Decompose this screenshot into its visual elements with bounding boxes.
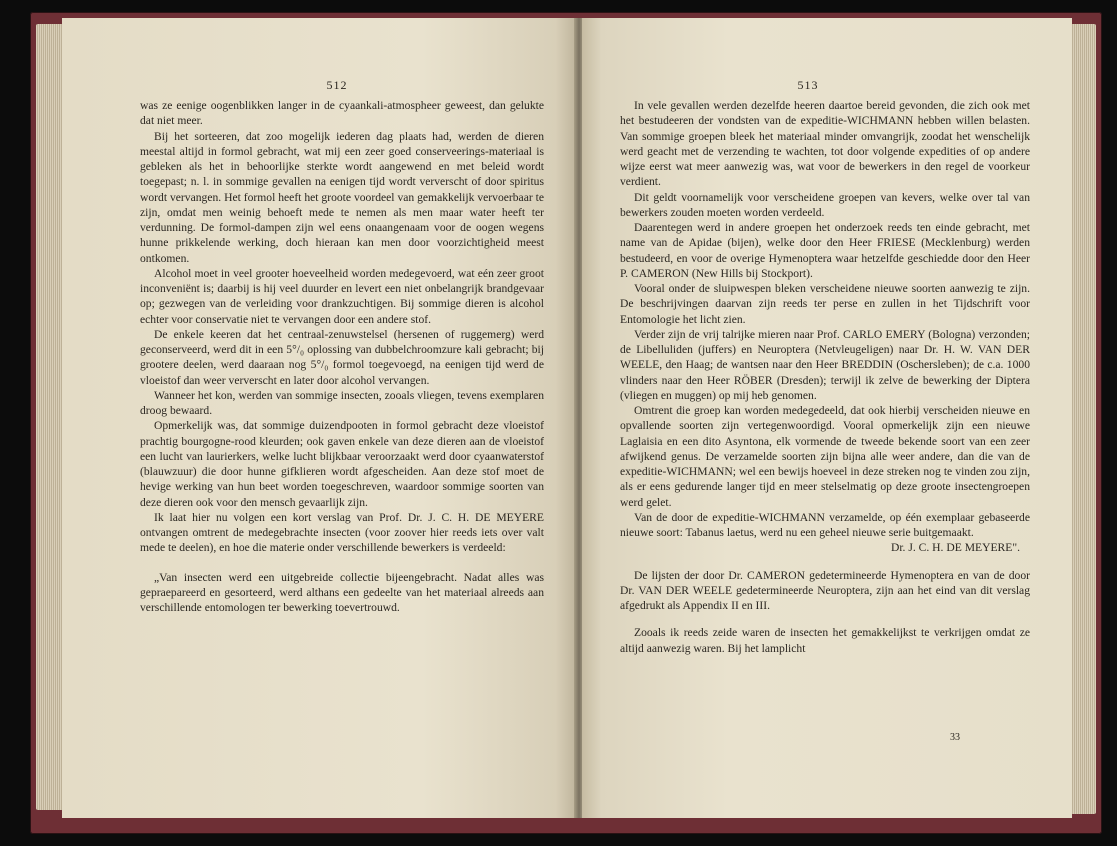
paragraph: Dit geldt voornamelijk voor verscheidene groepen van kevers, welke over tal van bewerkers zouden moeten worden verdeeld. <box>620 190 1030 219</box>
paragraph: De enkele keeren dat het centraal-zenuwstelsel (hersenen of ruggemerg) werd geconserveerd, werd dit in een 5°/₀ oplossing van dubbelchroomzure kali gebracht; bij grootere deelen, werd daaraan nog 5°/₀ formol toegevoegd, na eenigen tijd werd de vloeistof dan weer ververscht en later door alcohol vervangen. <box>140 327 544 387</box>
paragraph: Vooral onder de sluipwespen bleken verscheidene nieuwe soorten aanwezig te zijn. De beschrijvingen daarvan zijn reeds ter perse en zullen in het Tijdschrift voor Entomologie het licht zien. <box>620 282 1030 326</box>
paragraph: Omtrent die groep kan worden medegedeeld, dat ook hierbij verscheiden nieuwe en opvallende soorten zijn vertegenwoordigd. Vooral opmerkelijk zijn een nieuwe Laglaisia en een dito Asyntona, elk vormende de tweede bekende soort van een zeer afwijkend genus. De verzamelde soorten zijn bijna alle weer andere, dan die van de expeditie-WICHMANN; wel een bewijs hoeveel in deze streken nog te vinden zou zijn, als er eens gedurende langer tijd en meer stelselmatig op deze groote insectengroepen werd gelet. <box>620 404 1030 509</box>
paragraph: was ze eenige oogenblikken langer in de cyaankali-atmospheer geweest, dan gelukte dat niet meer. <box>140 99 544 128</box>
paragraph: Ik laat hier nu volgen een kort verslag van Prof. Dr. J. C. H. DE MEYERE ontvangen omtrent de medegebrachte insecten (voor zoover hier reeds iets over valt mede te deelen), en hoe die materie onder verschillende bewerkers is verdeeld: <box>140 510 544 555</box>
paragraph: Van de door de expeditie-WICHMANN verzamelde, op één exemplaar gebaseerde nieuwe soort: Tabanus laetus, werd nu een geheel nieuwe serie buitgemaakt. <box>620 510 1030 539</box>
signature-line: Dr. J. C. H. DE MEYERE". <box>890 541 1020 555</box>
quote-paragraph: „Van insecten werd een uitgebreide collectie bijeengebracht. Nadat alles was gepraepareerd en gesorteerd, werd althans een gedeelte van het materiaal alreeds aan verschillende entomologen ter bewerking toevertrouwd. <box>140 570 544 614</box>
right-page-text <box>620 98 1030 656</box>
paragraph: Wanneer het kon, werden van sommige insecten, zooals vliegen, tevens exemplaren droog bewaard. <box>140 388 544 417</box>
paragraph: De lijsten der door Dr. CAMERON gedetermineerde Hymenoptera en van de door Dr. VAN DER WEELE gedetermineerde Neuroptera, zijn aan het eind van dit verslag afgedrukt als Appendix II en III. <box>620 568 1030 612</box>
page-number-left: 512 <box>326 78 348 92</box>
left-page-text <box>140 98 544 615</box>
paragraph: Zooals ik reeds zeide waren de insecten het gemakkelijkst te verkrijgen omdat ze altijd aanwezig waren. Bij het lamplicht <box>620 626 1030 655</box>
right-page <box>582 18 1072 818</box>
page-edges-right <box>1070 24 1096 814</box>
paragraph: Verder zijn de vrij talrijke mieren naar Prof. CARLO EMERY (Bologna) verzonden; de Libelluliden (juffers) en Neuroptera (Netvleugeligen) naar Dr. H. W. VAN DER WEELE, den Haag; de wantsen naar den Heer BREDDIN (Oschersleben); de c.a. 1000 vlinders naar den Heer RÖBER (Dresden); terwijl ik zelve de bewerking der Diptera (vliegen en muggen) op mij heb genomen. <box>620 327 1030 402</box>
left-page <box>62 18 576 818</box>
paragraph: Alcohol moet in veel grooter hoeveelheid worden medegevoerd, wat eén zeer groot inconveniënt is; daarbij is hij veel duurder en levert een niet onbelangrijk brandgevaar op; gezwegen van de verleiding voor drankzuchtigen. Bij sommige dieren is alcohol echter voor conservatie niet te vervangen door een andere stof. <box>140 266 544 326</box>
paragraph: Opmerkelijk was, dat sommige duizendpooten in formol gebracht deze vloeistof prachtig bourgogne-rood kleurden; ook gaven enkele van deze dieren aan de vloeistof een lucht van laurierkers, welke lucht blijkbaar veroorzaakt werd door cyaanwaterstof (blauwzuur) die door hunne gifklieren wordt afgescheiden. Aan deze stof moet de hevige werking van hun beet worden toegeschreven, waardoor sommige soorten van deze dieren ook voor den mensch gevaarlijk zijn. <box>140 419 544 509</box>
printer-signature-mark: 33 <box>950 732 960 743</box>
paragraph: Daarentegen werd in andere groepen het onderzoek reeds ten einde gebracht, met name van de Apidae (bijen), welke door den Heer FRIESE (Mecklenburg) werden bestudeerd, en voor de overige Hymenoptera waar hetzelfde geschiedde door den Heer P. CAMERON (New Hills bij Stockport). <box>620 221 1030 280</box>
paragraph: Bij het sorteeren, dat zoo mogelijk iederen dag plaats had, werden de dieren meestal altijd in formol gebracht, wat mij een zeer goed conserveerings-materiaal is gebleken als het in behoorlijke sterkte wordt aangewend en met beleid wordt toegepast; n. l. in sommige gevallen na eenigen tijd wordt ververscht of door spiritus wordt vervangen. Het formol heeft het groote voordeel van gemakkelijk vervoerbaar te zijn, omdat men weinig behoeft mede te nemen als men maar water heeft ter verdunning. De formol-dampen zijn wel eens onaangenaam voor de oogen wegens hunne prikkelende werking, doch hieraan kan men door voorzichtigheid meest ontkomen. <box>140 129 544 265</box>
page-number-right: 513 <box>797 78 819 92</box>
paragraph: In vele gevallen werden dezelfde heeren daartoe bereid gevonden, die zich ook met het bestudeeren der vondsten van de expeditie-WICHMANN hebben willen belasten. Van sommige groepen bleek het materiaal minder omvangrijk, zoodat het wenschelijk werd geacht met de verzending te wachten, tot door volgende expedities of op andere wijze eerst wat meer aanwezig was, wat voor de bewerkers in den regel de voorkeur verdient. <box>620 99 1030 189</box>
